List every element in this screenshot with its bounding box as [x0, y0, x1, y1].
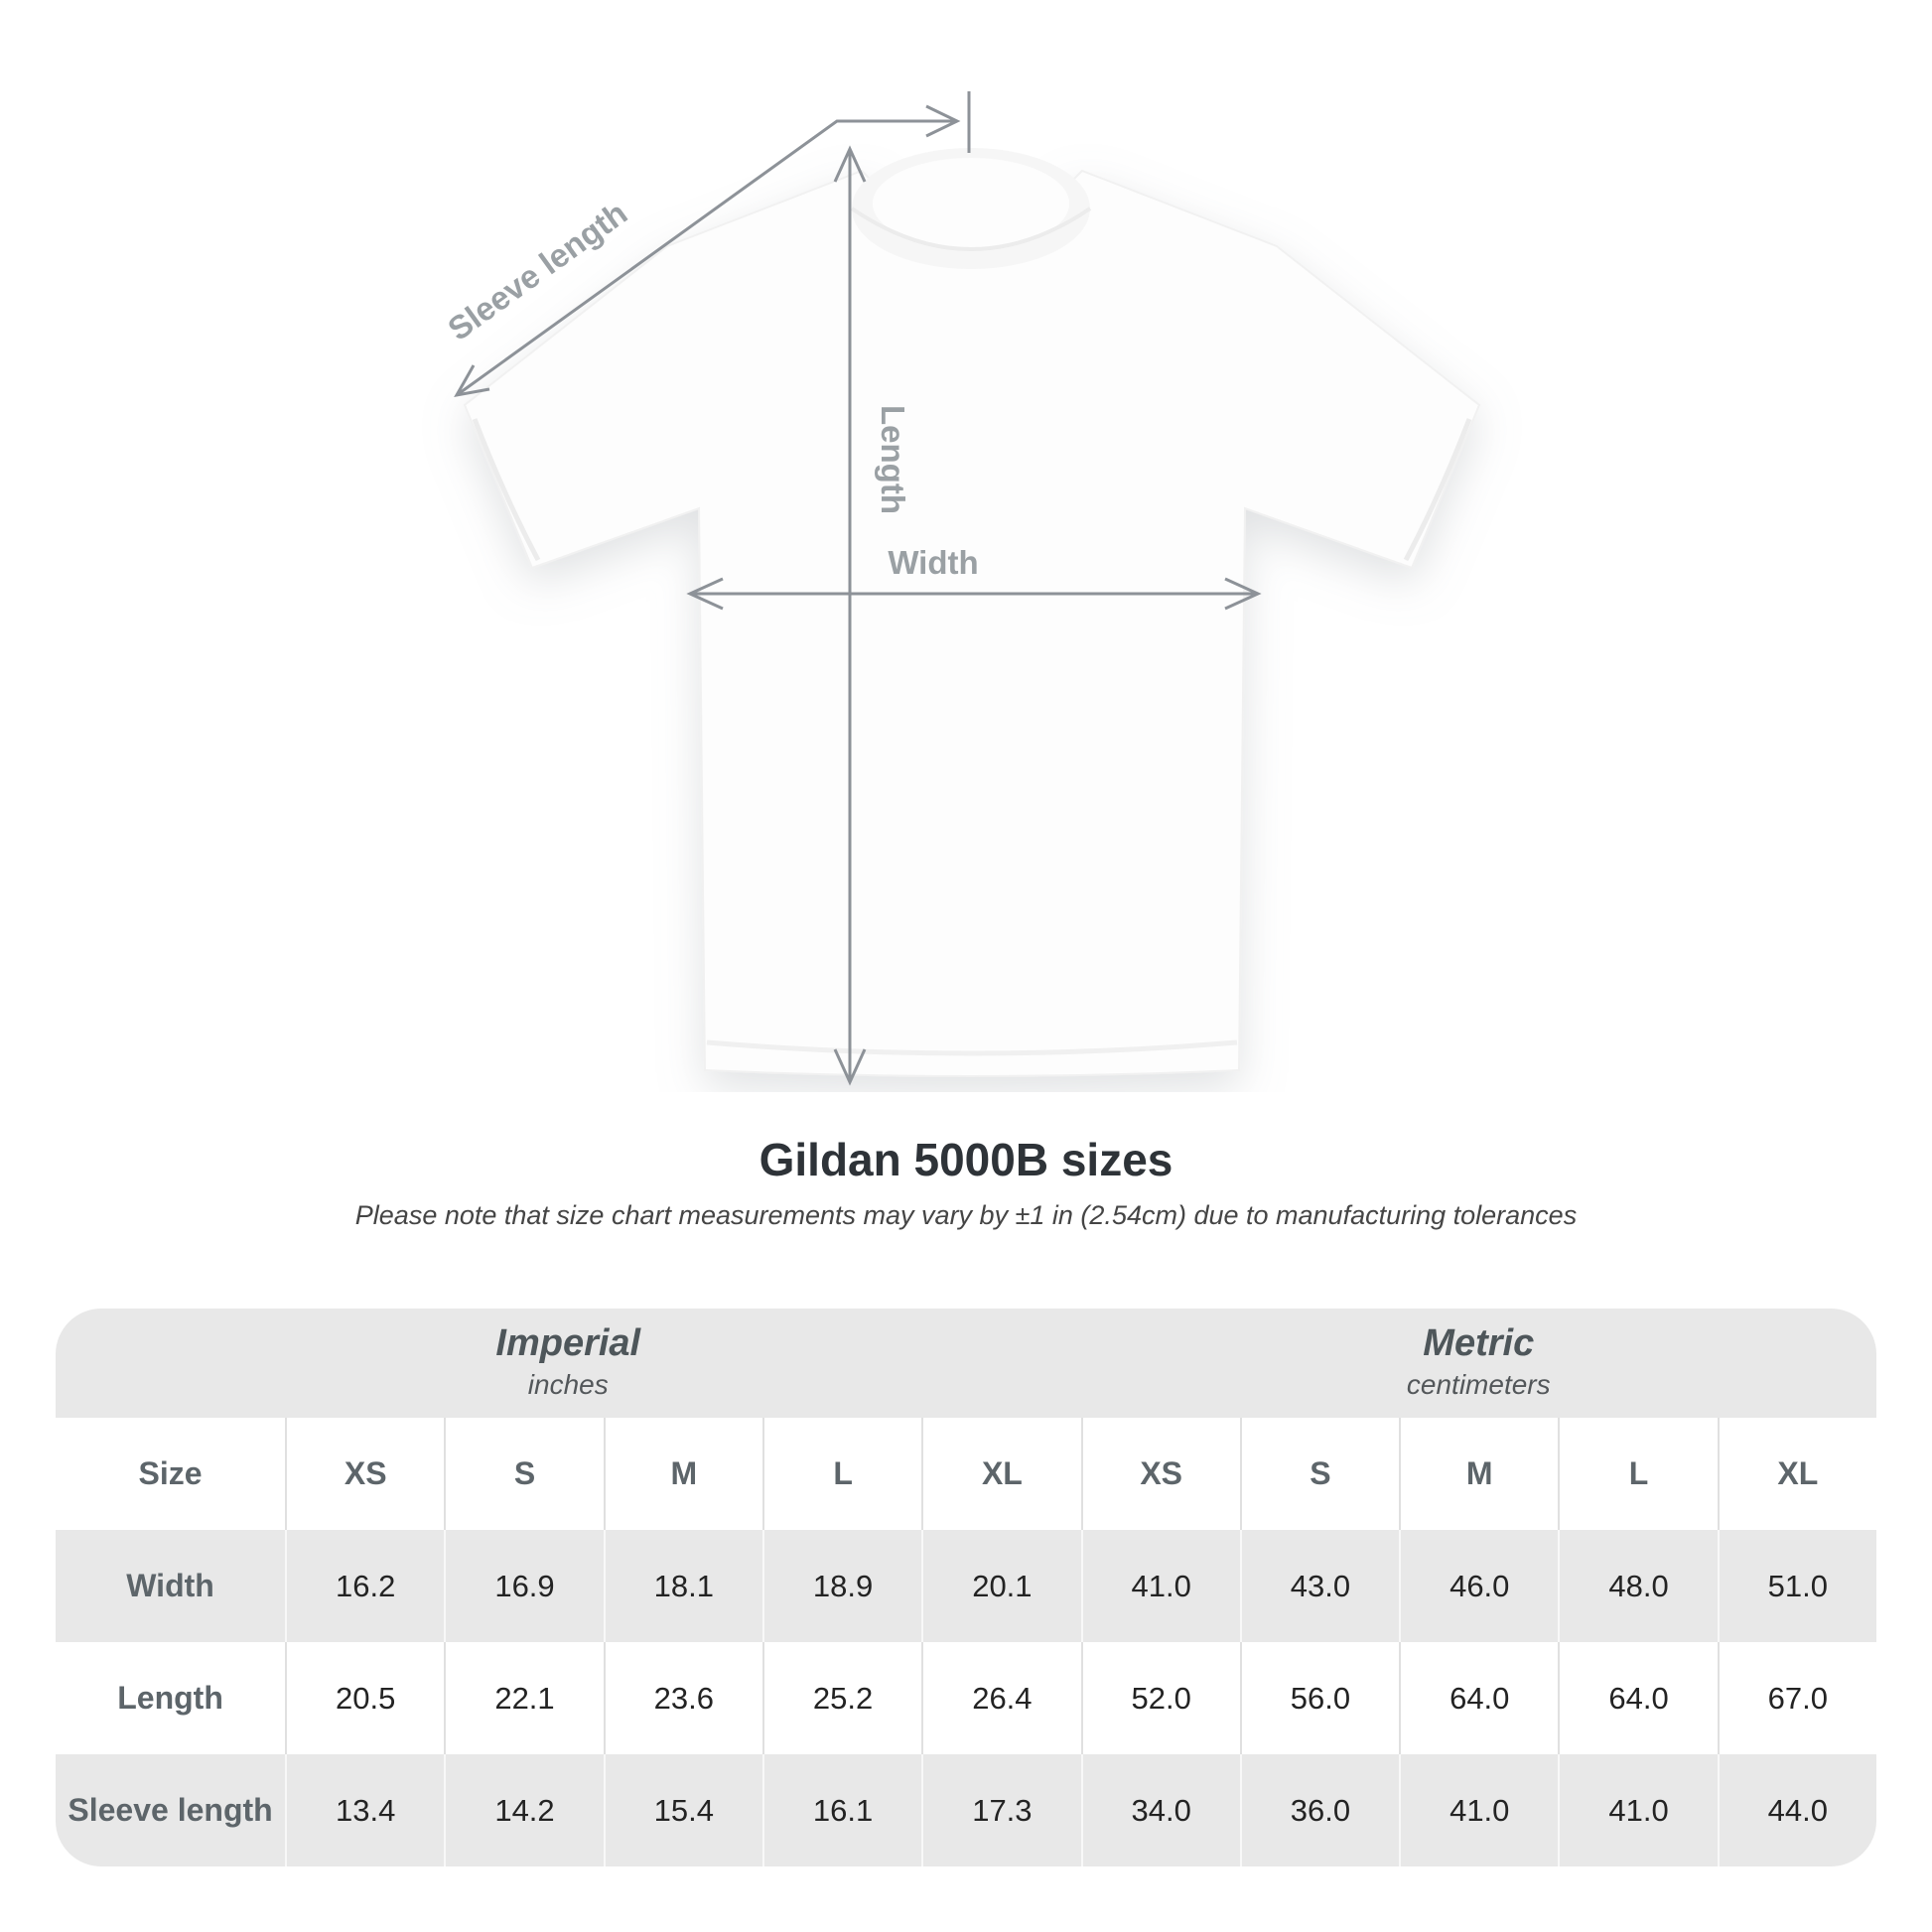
page-title: Gildan 5000B sizes — [759, 1134, 1173, 1185]
table-cell: 64.0 — [1399, 1642, 1558, 1754]
table-cell: 22.1 — [444, 1642, 603, 1754]
table-cell: 51.0 — [1718, 1530, 1876, 1642]
table-cell: 41.0 — [1558, 1754, 1717, 1866]
table-cell: 34.0 — [1081, 1754, 1240, 1866]
table-cell: 14.2 — [444, 1754, 603, 1866]
sleeve-length-label: Sleeve length — [441, 194, 634, 347]
size-header-imperial-s: S — [444, 1418, 603, 1530]
table-cell: 46.0 — [1399, 1530, 1558, 1642]
table-row-width — [56, 1530, 1876, 1642]
size-header-imperial-m: M — [604, 1418, 762, 1530]
size-header-metric-s: S — [1240, 1418, 1399, 1530]
unit-group-imperial — [56, 1309, 1081, 1418]
table-cell: 52.0 — [1081, 1642, 1240, 1754]
table-cell: 48.0 — [1558, 1530, 1717, 1642]
table-cell: 26.4 — [921, 1642, 1080, 1754]
width-label: Width — [888, 544, 979, 581]
table-cell: 41.0 — [1081, 1530, 1240, 1642]
row-label: Sleeve length — [68, 1791, 273, 1828]
table-cell: 13.4 — [285, 1754, 444, 1866]
table-cell: 15.4 — [604, 1754, 762, 1866]
size-header-metric-xs: XS — [1081, 1418, 1240, 1530]
row-label: Width — [126, 1567, 214, 1603]
table-cell: 43.0 — [1240, 1530, 1399, 1642]
unit-band — [56, 1309, 1876, 1418]
table-cell: 20.1 — [921, 1530, 1080, 1642]
table-cell: 18.1 — [604, 1530, 762, 1642]
table-cell: 67.0 — [1718, 1642, 1876, 1754]
metric-label: Metric — [1423, 1321, 1535, 1364]
table-cell: 16.9 — [444, 1530, 603, 1642]
size-header-metric-m: M — [1399, 1418, 1558, 1530]
metric-unit: centimeters — [1406, 1368, 1551, 1400]
imperial-label: Imperial — [495, 1321, 641, 1364]
size-table — [56, 1309, 1876, 1866]
table-cell: 23.6 — [604, 1642, 762, 1754]
table-cell: 20.5 — [285, 1642, 444, 1754]
size-column-header: Size — [138, 1454, 203, 1491]
table-header-row — [56, 1418, 1876, 1530]
table-cell: 56.0 — [1240, 1642, 1399, 1754]
length-label: Length — [875, 405, 911, 514]
table-cell: 16.1 — [762, 1754, 921, 1866]
table-cell: 44.0 — [1718, 1754, 1876, 1866]
table-cell: 16.2 — [285, 1530, 444, 1642]
size-header-imperial-xs: XS — [285, 1418, 444, 1530]
table-cell: 36.0 — [1240, 1754, 1399, 1866]
table-row-sleeve-length — [56, 1754, 1876, 1866]
size-header-metric-l: L — [1558, 1418, 1717, 1530]
table-cell: 64.0 — [1558, 1642, 1717, 1754]
page-subtitle: Please note that size chart measurements may vary by ±1 in (2.54cm) due to manufacturing tolerances — [354, 1199, 1578, 1230]
size-header-imperial-xl: XL — [921, 1418, 1080, 1530]
table-cell: 18.9 — [762, 1530, 921, 1642]
table-cell: 41.0 — [1399, 1754, 1558, 1866]
size-header-metric-xl: XL — [1718, 1418, 1876, 1530]
size-header-imperial-l: L — [762, 1418, 921, 1530]
table-cell: 25.2 — [762, 1642, 921, 1754]
unit-group-metric — [1081, 1309, 1876, 1418]
imperial-unit: inches — [527, 1368, 609, 1400]
tshirt-graphic — [465, 148, 1479, 1076]
table-row-length — [56, 1642, 1876, 1754]
table-cell: 17.3 — [921, 1754, 1080, 1866]
row-label: Length — [117, 1679, 223, 1716]
